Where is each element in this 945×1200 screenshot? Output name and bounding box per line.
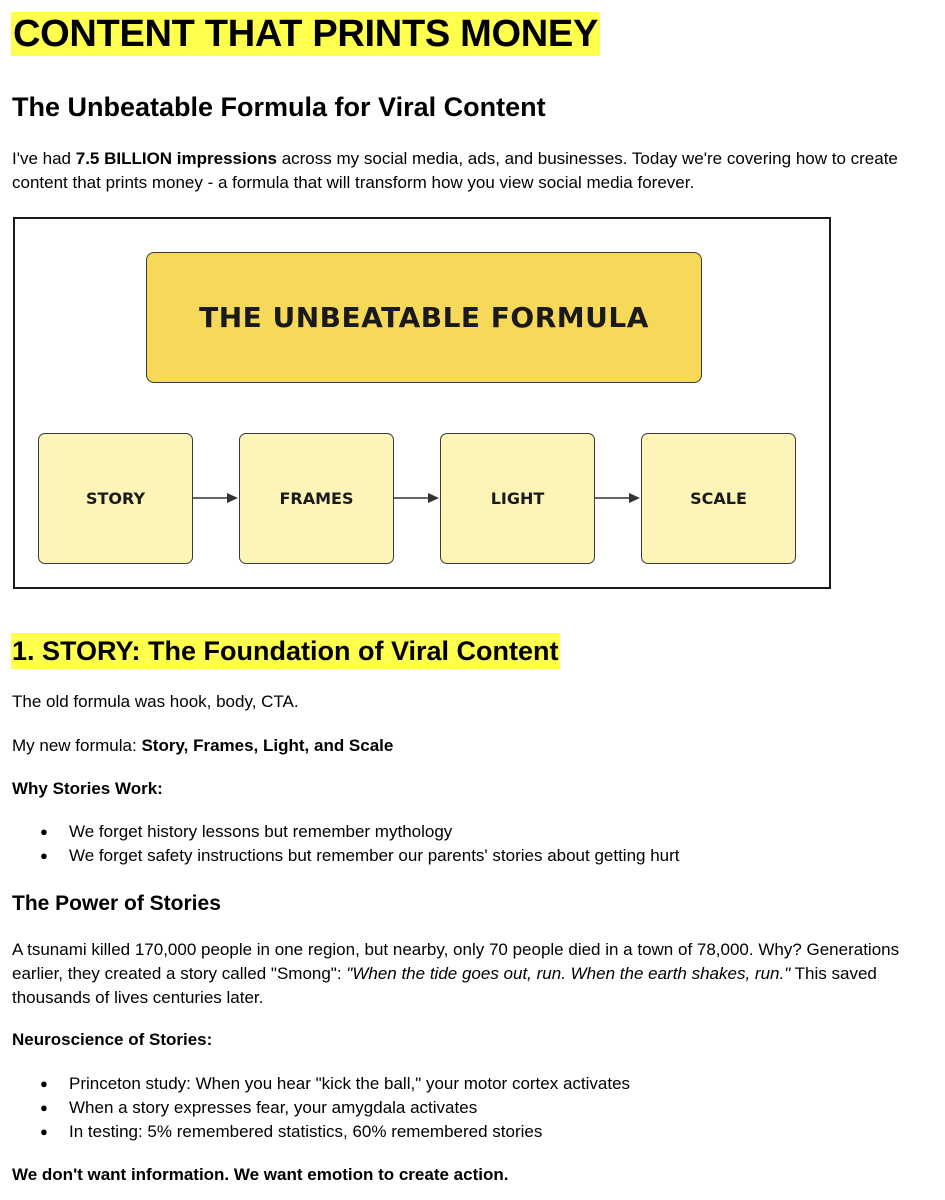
- formula-diagram: [13, 217, 831, 589]
- list-item: ● When a story expresses fear, your amygdala activates: [12, 1096, 630, 1120]
- intro-paragraph: [12, 147, 922, 195]
- intro-text-end: across my social media, ads, and businesses. Today we're covering how to create content that prints money - a formula that will transform how you view social media forever.: [12, 149, 898, 192]
- list-item: ● We forget safety instructions but remember our parents' stories about getting hurt: [12, 844, 680, 868]
- neuroscience-list: [12, 1072, 630, 1144]
- tsunami-text-end: This saved thousands of lives centuries later.: [12, 964, 877, 1007]
- step-story: STORY: [38, 433, 193, 564]
- power-of-stories-heading: The Power of Stories: [12, 892, 221, 915]
- tsunami-paragraph: [12, 938, 922, 1010]
- why-stories-list: [12, 820, 680, 868]
- section-heading-story: 1. STORY: The Foundation of Viral Content: [11, 633, 560, 669]
- old-formula-text: The old formula was hook, body, CTA.: [12, 692, 299, 711]
- intro-text-start: I've had: [12, 149, 76, 168]
- neuroscience-heading: Neuroscience of Stories:: [12, 1030, 213, 1049]
- list-item: ● In testing: 5% remembered statistics, 60% remembered stories: [12, 1120, 630, 1144]
- step-light: LIGHT: [440, 433, 595, 564]
- new-formula-bold: Story, Frames, Light, and Scale: [141, 736, 394, 755]
- document-subtitle: The Unbeatable Formula for Viral Content: [12, 92, 546, 122]
- new-formula-paragraph: [12, 734, 922, 758]
- list-item: ● We forget history lessons but remember mythology: [12, 820, 680, 844]
- document-title: CONTENT THAT PRINTS MONEY: [13, 13, 599, 55]
- step-scale: SCALE: [641, 433, 796, 564]
- arrow-right-icon: [394, 490, 440, 506]
- new-formula-prefix: My new formula:: [12, 736, 142, 755]
- step-frames: FRAMES: [239, 433, 394, 564]
- smong-quote: "When the tide goes out, run. When the earth shakes, run.": [346, 964, 791, 983]
- why-stories-heading: Why Stories Work:: [12, 779, 163, 798]
- tsunami-text: A tsunami killed 170,000 people in one region, but nearby, only 70 people died in a town of 78,000. Why? Generations earlier, they created a story called "Smong":: [12, 940, 900, 983]
- arrow-right-icon: [193, 490, 239, 506]
- arrow-right-icon: [595, 490, 641, 506]
- list-item: ● Princeton study: When you hear "kick the ball," your motor cortex activates: [12, 1072, 630, 1096]
- diagram-title-box: THE UNBEATABLE FORMULA: [146, 252, 702, 383]
- intro-bold: 7.5 BILLION impressions: [75, 149, 277, 168]
- closing-statement: We don't want information. We want emotion to create action.: [12, 1165, 509, 1184]
